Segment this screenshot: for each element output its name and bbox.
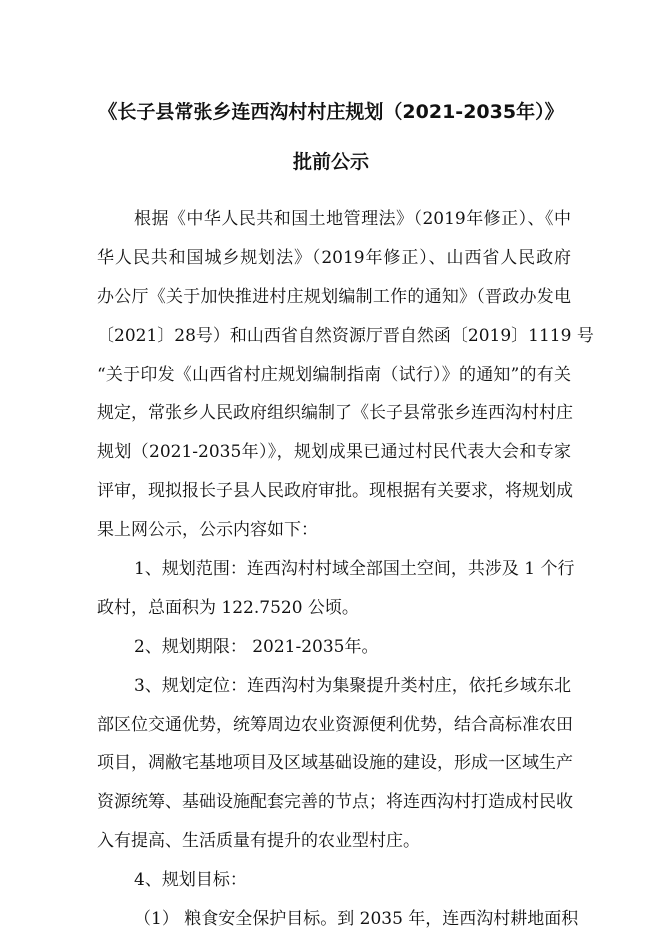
document-body bbox=[97, 200, 594, 939]
body-line-5: “关于印发《山西省村庄规划编制指南（试行）》的通知”的有关 bbox=[97, 364, 571, 385]
body-line-2: 华人民共和国城乡规划法》（2019年修正）、山西省人民政府 bbox=[97, 247, 571, 268]
body-line-15: 项目，凋敝宅基地项目及区域基础设施的建设，形成一区域生产 bbox=[97, 753, 573, 774]
body-line-8: 评审，现拟报长子县人民政府审批。现根据有关要求，将规划成 bbox=[97, 481, 573, 502]
body-line-6: 规定，常张乡人民政府组织编制了《长子县常张乡连西沟村村庄 bbox=[97, 403, 573, 424]
body-line-13: 3、规划定位：连西沟村为集聚提升类村庄，依托乡域东北 bbox=[134, 675, 571, 696]
body-line-1: 根据《中华人民共和国土地管理法》（2019年修正）、《中 bbox=[134, 209, 571, 229]
body-line-16: 资源统筹、基础设施配套完善的节点；将连西沟村打造成村民收 bbox=[97, 792, 573, 813]
body-line-14: 部区位交通优势，统筹周边农业资源便利优势，结合高标准农田 bbox=[97, 714, 573, 735]
body-line-4: 〔2021〕28号）和山西省自然资源厅晋自然函〔2019〕1119 号 bbox=[97, 325, 594, 346]
body-line-11: 政村，总面积为 122.7520 公顷。 bbox=[97, 597, 359, 618]
body-line-3: 办公厅《关于加快推进村庄规划编制工作的通知》（晋政办发电 bbox=[97, 286, 571, 307]
body-line-12: 2、规划期限： 2021-2035年。 bbox=[134, 636, 379, 657]
body-line-9: 果上网公示，公示内容如下： bbox=[97, 520, 318, 541]
body-line-18: 4、规划目标： bbox=[134, 870, 247, 891]
document-subtitle: 批前公示 bbox=[292, 151, 369, 173]
body-line-19: （1） 粮食安全保护目标。到 2035 年，连西沟村耕地面积 bbox=[134, 909, 579, 930]
document-title: 《长子县常张乡连西沟村村庄规划（2021-2035年）》 bbox=[98, 101, 564, 123]
body-line-7: 规划（2021-2035年）》，规划成果已通过村民代表大会和专家 bbox=[97, 442, 571, 463]
body-line-17: 入有提高、生活质量有提升的农业型村庄。 bbox=[97, 831, 420, 852]
body-line-10: 1、规划范围：连西沟村村域全部国土空间，共涉及 1 个行 bbox=[134, 559, 575, 580]
